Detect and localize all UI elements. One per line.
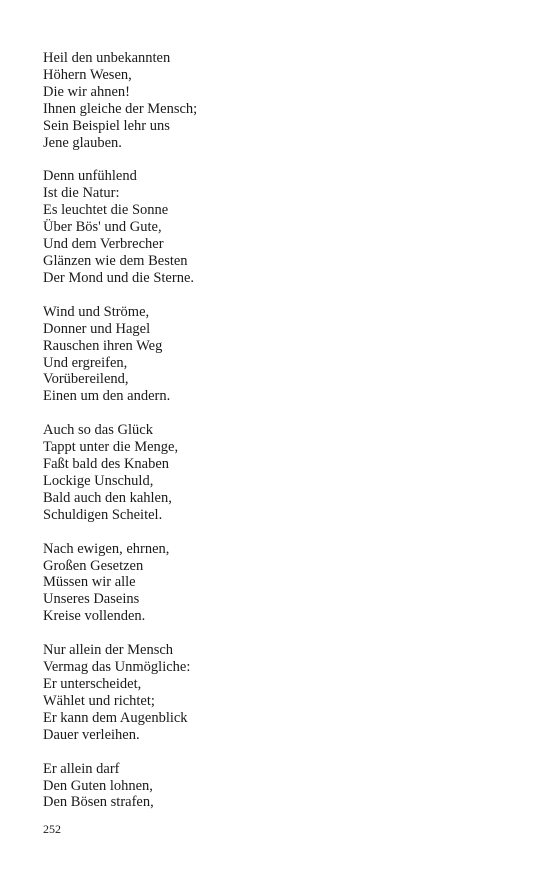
poem-line: Auch so das Glück [43,422,153,439]
poem-line: Ist die Natur: [43,185,120,202]
poem-line: Bald auch den kahlen, [43,489,172,506]
stanza-2 [43,168,503,286]
poem-line: Einen um den andern. [43,388,171,405]
page-number: 252 [43,822,61,836]
poem-line: Tappt unter die Menge, [43,439,179,456]
poem-line: Glänzen wie dem Besten [43,252,188,269]
poem-line: Wählet und richtet; [43,692,155,709]
poem-line: Ihnen gleiche der Mensch; [43,100,198,117]
poem-line: Heil den unbekannten [43,50,171,66]
poem-line: Vorübereilend, [43,371,129,388]
poem-line: Es leuchtet die Sonne [43,202,169,219]
poem-line: Rauschen ihren Weg [43,337,163,354]
poem-line: Unseres Daseins [43,591,140,608]
poem-line: Den Guten lohnen, [43,777,153,794]
stanza-4 [43,422,503,523]
stanza-6 [43,642,503,743]
stanza-7 [43,761,503,812]
stanza-3 [43,304,503,405]
poem-line: Er allein darf [43,760,120,777]
poem-line: Den Bösen strafen, [43,794,154,811]
poem-body [43,50,503,828]
poem-line: Nach ewigen, ehrnen, [43,540,170,557]
poem-line: Und dem Verbrecher [43,236,164,253]
poem-line: Schuldigen Scheitel. [43,506,163,523]
poem-line: Der Mond und die Sterne. [43,269,195,286]
poem-line: Sein Beispiel lehr uns [43,117,170,134]
poem-line: Großen Gesetzen [43,557,144,574]
poem-line: Höhern Wesen, [43,66,132,83]
poem-line: Er unterscheidet, [43,676,142,692]
poem-line: Donner und Hagel [43,320,151,337]
stanza-1 [43,50,503,151]
poem-line: Er kann dem Augenblick [43,709,188,726]
poem-line: Faßt bald des Knaben [43,456,170,473]
poem-line: Nur allein der Mensch [43,642,174,659]
poem-line: Vermag das Unmögliche: [43,659,191,676]
poem-line: Über Bös' und Gute, [43,219,162,236]
stanza-5 [43,541,503,626]
poem-line: Lockige Unschuld, [43,472,154,489]
poem-line: Müssen wir alle [43,574,136,591]
poem-line: Und ergreifen, [43,354,128,371]
poem-line: Wind und Ströme, [43,303,150,320]
poem-line: Die wir ahnen! [43,83,130,100]
poem-line: Jene glauben. [43,134,122,151]
poem-line: Kreise vollenden. [43,608,146,625]
poem-line: Denn unfühlend [43,168,137,185]
poem-line: Dauer verleihen. [43,726,140,743]
